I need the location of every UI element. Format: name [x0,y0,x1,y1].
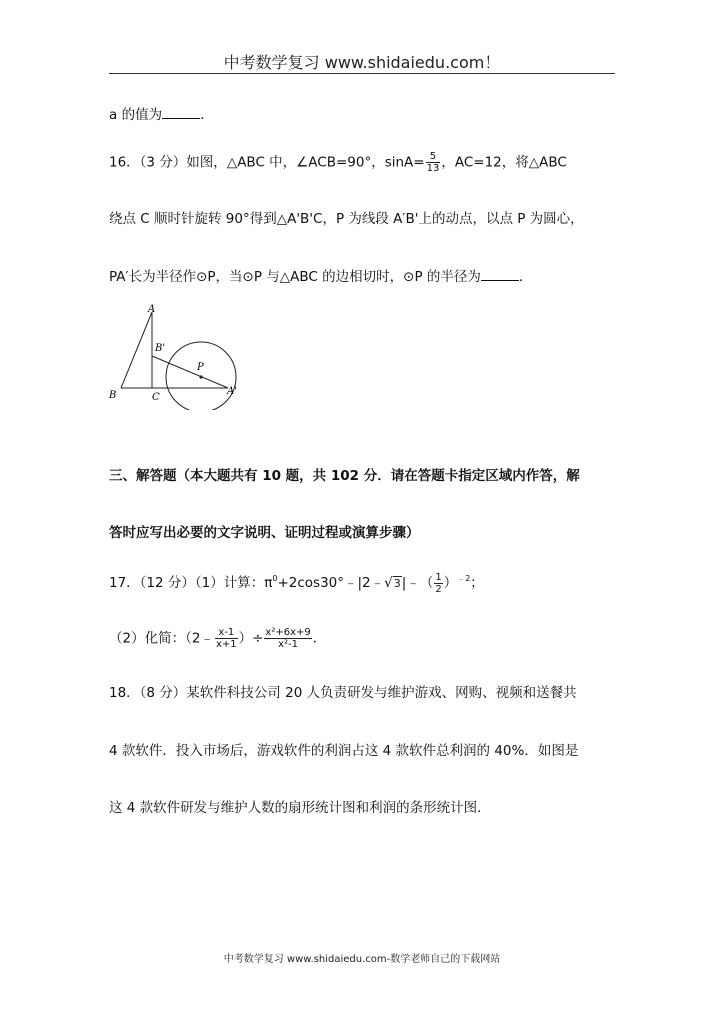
frac-num: x²+6x+9 [265,627,311,638]
text: ，AC=12，将△ABC [441,154,567,171]
text: ． [200,107,214,123]
exponent: ﹣2 [457,574,471,583]
frac-num: x-1 [215,627,238,639]
line-a-value [109,106,214,124]
point-P [199,375,202,378]
q16-line1 [109,151,567,174]
label-P: P [197,362,204,373]
fraction-quadratic [264,627,311,650]
text: （2）化简：（2﹣ [109,630,214,647]
frac-den: x²-1 [278,639,299,650]
fraction-x-minus-1-over-x-plus-1 [215,627,238,650]
answer-blank [481,268,519,281]
label-A-prime: A' [227,386,237,397]
q18-line2: 4 款软件．投入市场后，游戏软件的利润占这 4 款软件总利润的 40%．如图是 [109,743,579,759]
frac-den: 2 [435,583,442,595]
frac-num: 5 [426,151,441,163]
q18-line1: 18．（8 分）某软件科技公司 20 人负责研发与维护游戏、网购、视频和送餐共 [109,685,577,701]
fraction-5-13 [426,151,441,174]
q17-line1 [109,570,484,595]
label-B: B [109,390,117,401]
text: ． [312,630,327,647]
answer-blank [162,106,200,119]
text: |﹣（ [401,575,434,591]
section-3-heading-line2: 答时应写出必要的文字说明、证明过程或演算步骤） [109,525,420,541]
exponent: 0 [272,574,278,583]
geometry-figure [105,300,255,410]
q18-line3: 这 4 款软件研发与维护人数的扇形统计图和利润的条形统计图． [109,800,491,816]
text: ； [470,575,484,591]
segment-Bprime-Aprime [152,356,228,388]
q17-line2 [109,627,326,650]
segment-AB [121,312,152,388]
q16-line2: 绕点 C 顺时针旋转 90°得到△A'B'C，P 为线段 A′B'上的动点，以点 P 为圆心， [109,211,584,227]
text: ． [518,269,533,285]
sqrt-icon: √ [384,575,393,591]
text: ） [443,575,458,591]
q16-line3 [109,268,532,286]
label-B-prime: B' [155,343,166,354]
label-C: C [152,392,160,403]
header-rule [109,73,615,74]
page-footer: 中考数学复习 www.shidaiedu.com-数学老师自己的下载网站 [223,954,501,965]
text: 16．（3 分）如图， [109,154,227,171]
text: a 的值为 [109,107,163,123]
page-header: 中考数学复习 www.shidaiedu.com！ [223,53,501,72]
section-3-heading-line1: 三、解答题（本大题共有 10 题，共 102 分．请在答题卡指定区域内作答，解 [109,468,580,484]
text: 17．（12 分）（1）计算：π [109,575,273,591]
text: PA′长为半径作⊙P，当⊙P 与△ABC 的边相切时，⊙P 的半径为 [109,269,481,285]
text: +2cos30°﹣|2﹣ [277,575,385,591]
frac-den: x+1 [215,639,237,650]
radicand: 3 [393,577,401,590]
text: △ABC 中，∠ACB=90°，sinA= [226,154,425,171]
frac-num: 1 [435,571,442,583]
frac-den: 13 [426,163,440,174]
fraction-1-2 [434,572,442,595]
text: ）÷ [238,630,264,647]
label-A: A [148,304,156,315]
